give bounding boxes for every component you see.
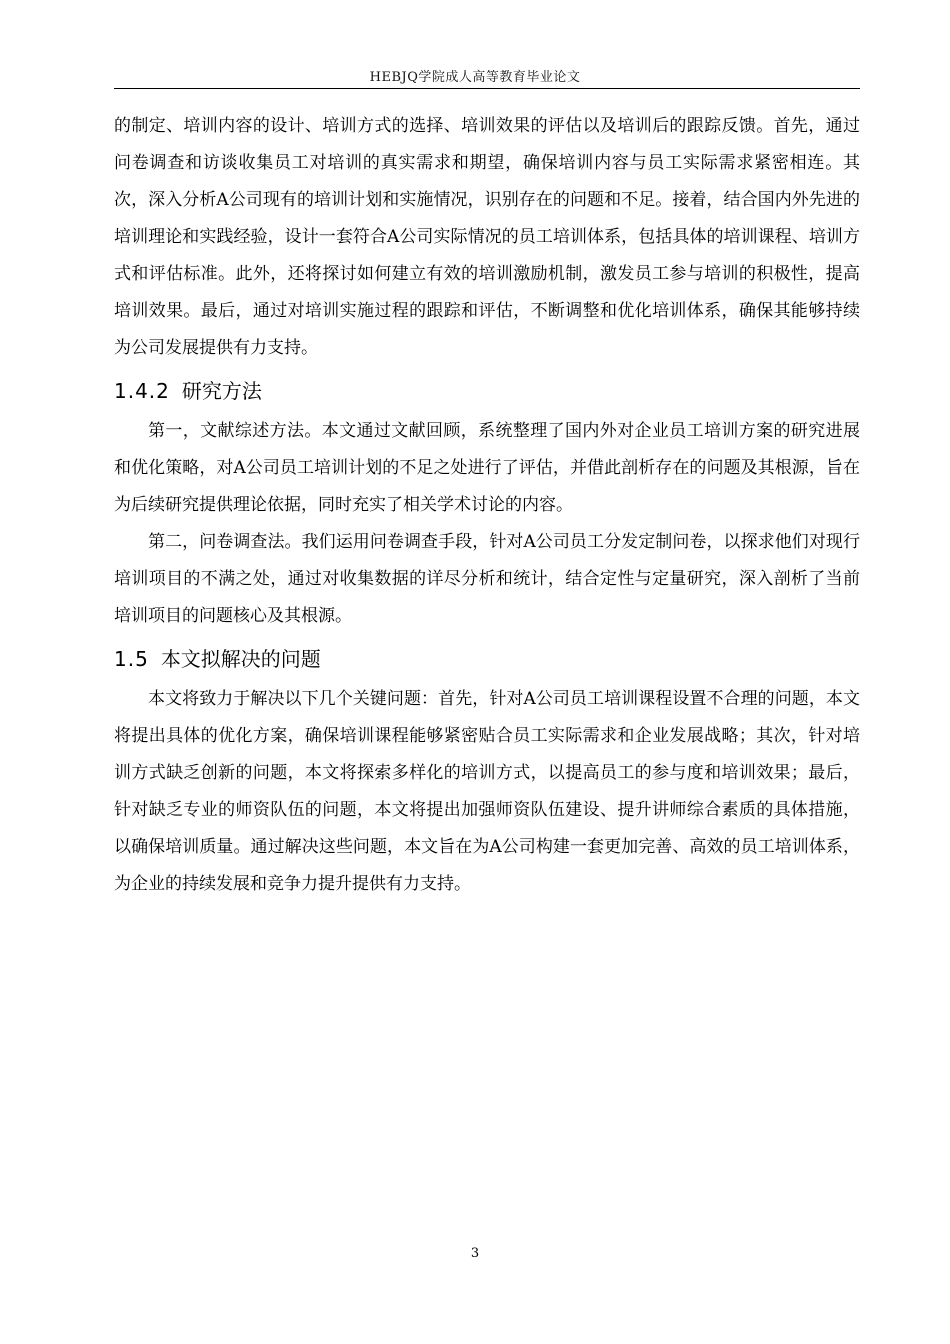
section-number: 1.4.2 — [114, 379, 170, 403]
body-paragraph: 本文将致力于解决以下几个关键问题：首先，针对A公司员工培训课程设置不合理的问题，本文将提出具体的优化方案，确保培训课程能够紧密贴合员工实际需求和企业发展战略；其次，针对培训方式缺乏创新的问题，本文将探索多样化的培训方式，以提高员工的参与度和培训效果；最后，针对缺乏专业的师资队伍的问题，本文将提出加强师资队伍建设、提升讲师综合素质的具体措施，以确保培训质量。通过解决这些问题，本文旨在为A公司构建一套更加完善、高效的员工培训体系，为企业的持续发展和竞争力提升提供有力支持。 — [114, 689, 860, 894]
page-number: 3 — [470, 1246, 480, 1261]
section-heading-1-4-2 — [114, 373, 860, 409]
body-paragraph: 的制定、培训内容的设计、培训方式的选择、培训效果的评估以及培训后的跟踪反馈。首先，通过问卷调查和访谈收集员工对培训的真实需求和期望，确保培训内容与员工实际需求紧密相连。其次，深入分析A公司现有的培训计划和实施情况，识别存在的问题和不足。接着，结合国内外先进的培训理论和实践经验，设计一套符合A公司实际情况的员工培训体系，包括具体的培训课程、培训方式和评估标准。此外，还将探讨如何建立有效的培训激励机制，激发员工参与培训的积极性，提高培训效果。最后，通过对培训实施过程的跟踪和评估，不断调整和优化培训体系，确保其能够持续为公司发展提供有力支持。 — [114, 116, 860, 358]
section-heading-1-5 — [114, 641, 860, 677]
section-title: 研究方法 — [181, 379, 262, 403]
running-header: HEBJQ学院成人高等教育毕业论文 — [369, 70, 581, 85]
section-number: 1.5 — [114, 647, 149, 671]
header-rule — [114, 88, 860, 89]
body-paragraph: 第二，问卷调查法。我们运用问卷调查手段，针对A公司员工分发定制问卷，以探求他们对现行培训项目的不满之处，通过对收集数据的详尽分析和统计，结合定性与定量研究，深入剖析了当前培训项目的问题核心及其根源。 — [114, 532, 860, 626]
body-paragraph: 第一，文献综述方法。本文通过文献回顾，系统整理了国内外对企业员工培训方案的研究进展和优化策略，对A公司员工培训计划的不足之处进行了评估，并借此剖析存在的问题及其根源，旨在为后续研究提供理论依据，同时充实了相关学术讨论的内容。 — [114, 421, 860, 515]
section-title: 本文拟解决的问题 — [160, 647, 321, 671]
page-content — [114, 108, 860, 903]
